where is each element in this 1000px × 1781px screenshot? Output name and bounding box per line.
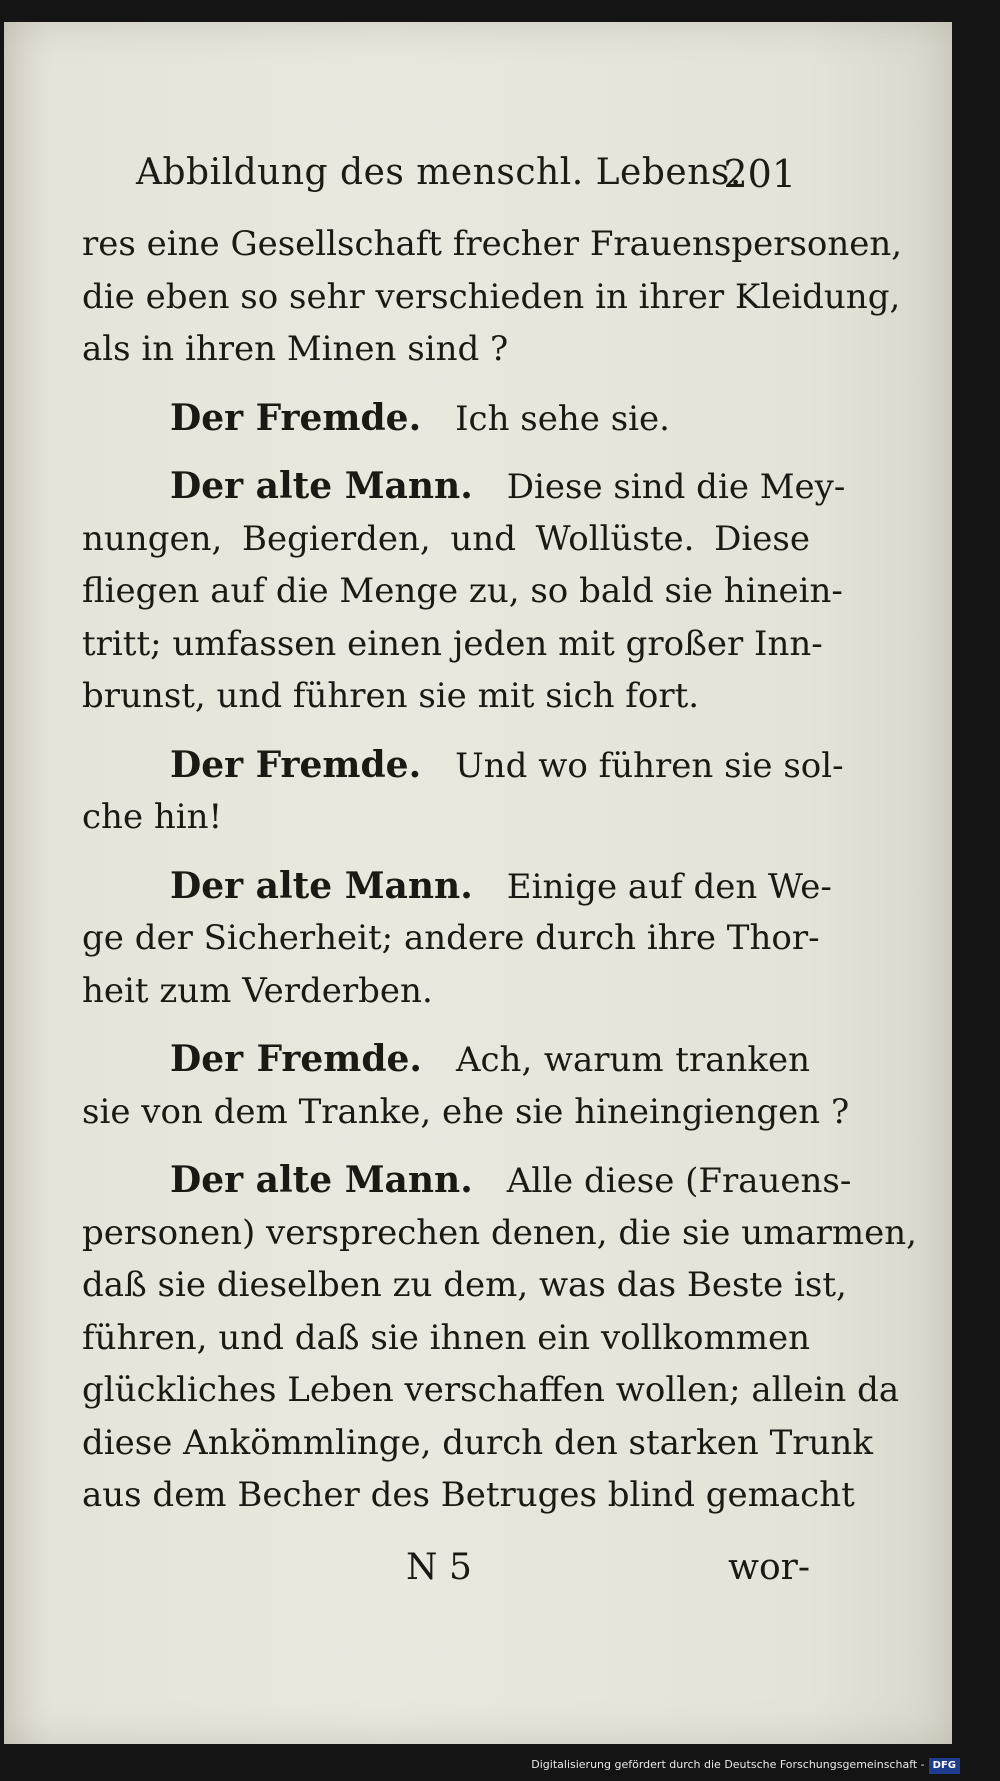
text-line bbox=[82, 1086, 850, 1139]
line-text: glückliches Leben verschaffen wollen; allein da bbox=[82, 1370, 900, 1410]
page-number: 201 bbox=[723, 152, 796, 196]
paragraph-gap bbox=[82, 1017, 810, 1033]
text-line bbox=[82, 1154, 852, 1207]
text-line bbox=[82, 460, 846, 513]
text-line bbox=[82, 912, 820, 965]
body-text bbox=[82, 218, 917, 1522]
line-text: Ich sehe sie. bbox=[455, 398, 670, 439]
line-text: personen) versprechen denen, die sie umarmen, bbox=[82, 1212, 917, 1253]
line-text: res eine Gesellschaft frecher Frauenspersonen, bbox=[82, 224, 903, 264]
catchword: wor- bbox=[728, 1547, 810, 1588]
speaker-name: Der alte Mann. bbox=[170, 864, 473, 907]
digitization-credit bbox=[531, 1755, 960, 1775]
line-text: che hin! bbox=[82, 797, 223, 837]
text-line bbox=[82, 513, 810, 566]
paragraph-gap bbox=[82, 1138, 810, 1154]
credit-text: Digitalisierung gefördert durch die Deutsche Forschungsgemeinschaft - bbox=[531, 1758, 925, 1771]
speaker-name: Der Fremde. bbox=[170, 396, 422, 439]
line-text: fliegen auf die Menge zu, so bald sie hinein- bbox=[82, 571, 843, 611]
speaker-name: Der Fremde. bbox=[170, 743, 422, 786]
line-text: tritt; umfassen einen jeden mit großer Inn- bbox=[82, 623, 823, 664]
text-line bbox=[82, 739, 844, 792]
line-text: Und wo führen sie sol- bbox=[455, 745, 844, 786]
line-text: nungen, Begierden, und Wollüste. Diese bbox=[82, 518, 810, 559]
text-line bbox=[82, 618, 823, 671]
line-text: ge der Sicherheit; andere durch ihre Thor- bbox=[82, 918, 820, 958]
text-line bbox=[82, 791, 810, 844]
text-line bbox=[82, 1469, 855, 1522]
line-text: heit zum Verderben. bbox=[82, 970, 433, 1011]
line-text: als in ihren Minen sind ? bbox=[82, 329, 509, 369]
line-text: Alle diese (Frauens- bbox=[506, 1161, 852, 1201]
book-page bbox=[4, 22, 952, 1744]
line-text: Ach, warum tranken bbox=[455, 1040, 810, 1080]
text-line bbox=[82, 1259, 847, 1312]
signature-mark: N 5 bbox=[406, 1547, 472, 1588]
paragraph-gap bbox=[82, 844, 810, 860]
running-head bbox=[136, 142, 796, 202]
text-line bbox=[82, 323, 810, 376]
line-text: daß sie dieselben zu dem, was das Beste ist, bbox=[82, 1265, 847, 1305]
page-footer bbox=[406, 1541, 810, 1593]
line-text: aus dem Becher des Betruges blind gemacht bbox=[82, 1475, 855, 1515]
line-text: die eben so sehr verschieden in ihrer Kleidung, bbox=[82, 276, 901, 317]
line-text: Diese sind die Mey- bbox=[506, 467, 846, 507]
line-text: diese Ankömmlinge, durch den starken Trunk bbox=[82, 1422, 873, 1463]
paragraph-gap bbox=[82, 376, 810, 392]
text-line bbox=[82, 670, 810, 723]
text-line bbox=[82, 1033, 810, 1086]
text-line bbox=[82, 860, 832, 913]
paragraph-gap bbox=[82, 723, 810, 739]
line-text: führen, und daß sie ihnen ein vollkommen bbox=[82, 1317, 810, 1358]
text-line bbox=[82, 565, 843, 618]
line-text: brunst, und führen sie mit sich fort. bbox=[82, 676, 700, 716]
paragraph-gap bbox=[82, 444, 810, 460]
running-title: Abbildung des menschl. Lebens. bbox=[136, 152, 742, 193]
text-line bbox=[82, 1364, 900, 1417]
text-line bbox=[82, 392, 810, 445]
text-line bbox=[82, 1312, 810, 1365]
text-line bbox=[82, 1417, 873, 1470]
speaker-name: Der alte Mann. bbox=[170, 1159, 473, 1201]
text-line bbox=[82, 218, 903, 271]
line-text: sie von dem Tranke, ehe sie hineingiengen ? bbox=[82, 1091, 850, 1132]
dfg-logo: DFG bbox=[929, 1758, 960, 1774]
text-line bbox=[82, 271, 901, 324]
text-line bbox=[82, 1207, 917, 1260]
line-text: Einige auf den We- bbox=[506, 866, 832, 907]
text-line bbox=[82, 965, 810, 1018]
speaker-name: Der Fremde. bbox=[170, 1038, 422, 1080]
speaker-name: Der alte Mann. bbox=[170, 465, 473, 507]
